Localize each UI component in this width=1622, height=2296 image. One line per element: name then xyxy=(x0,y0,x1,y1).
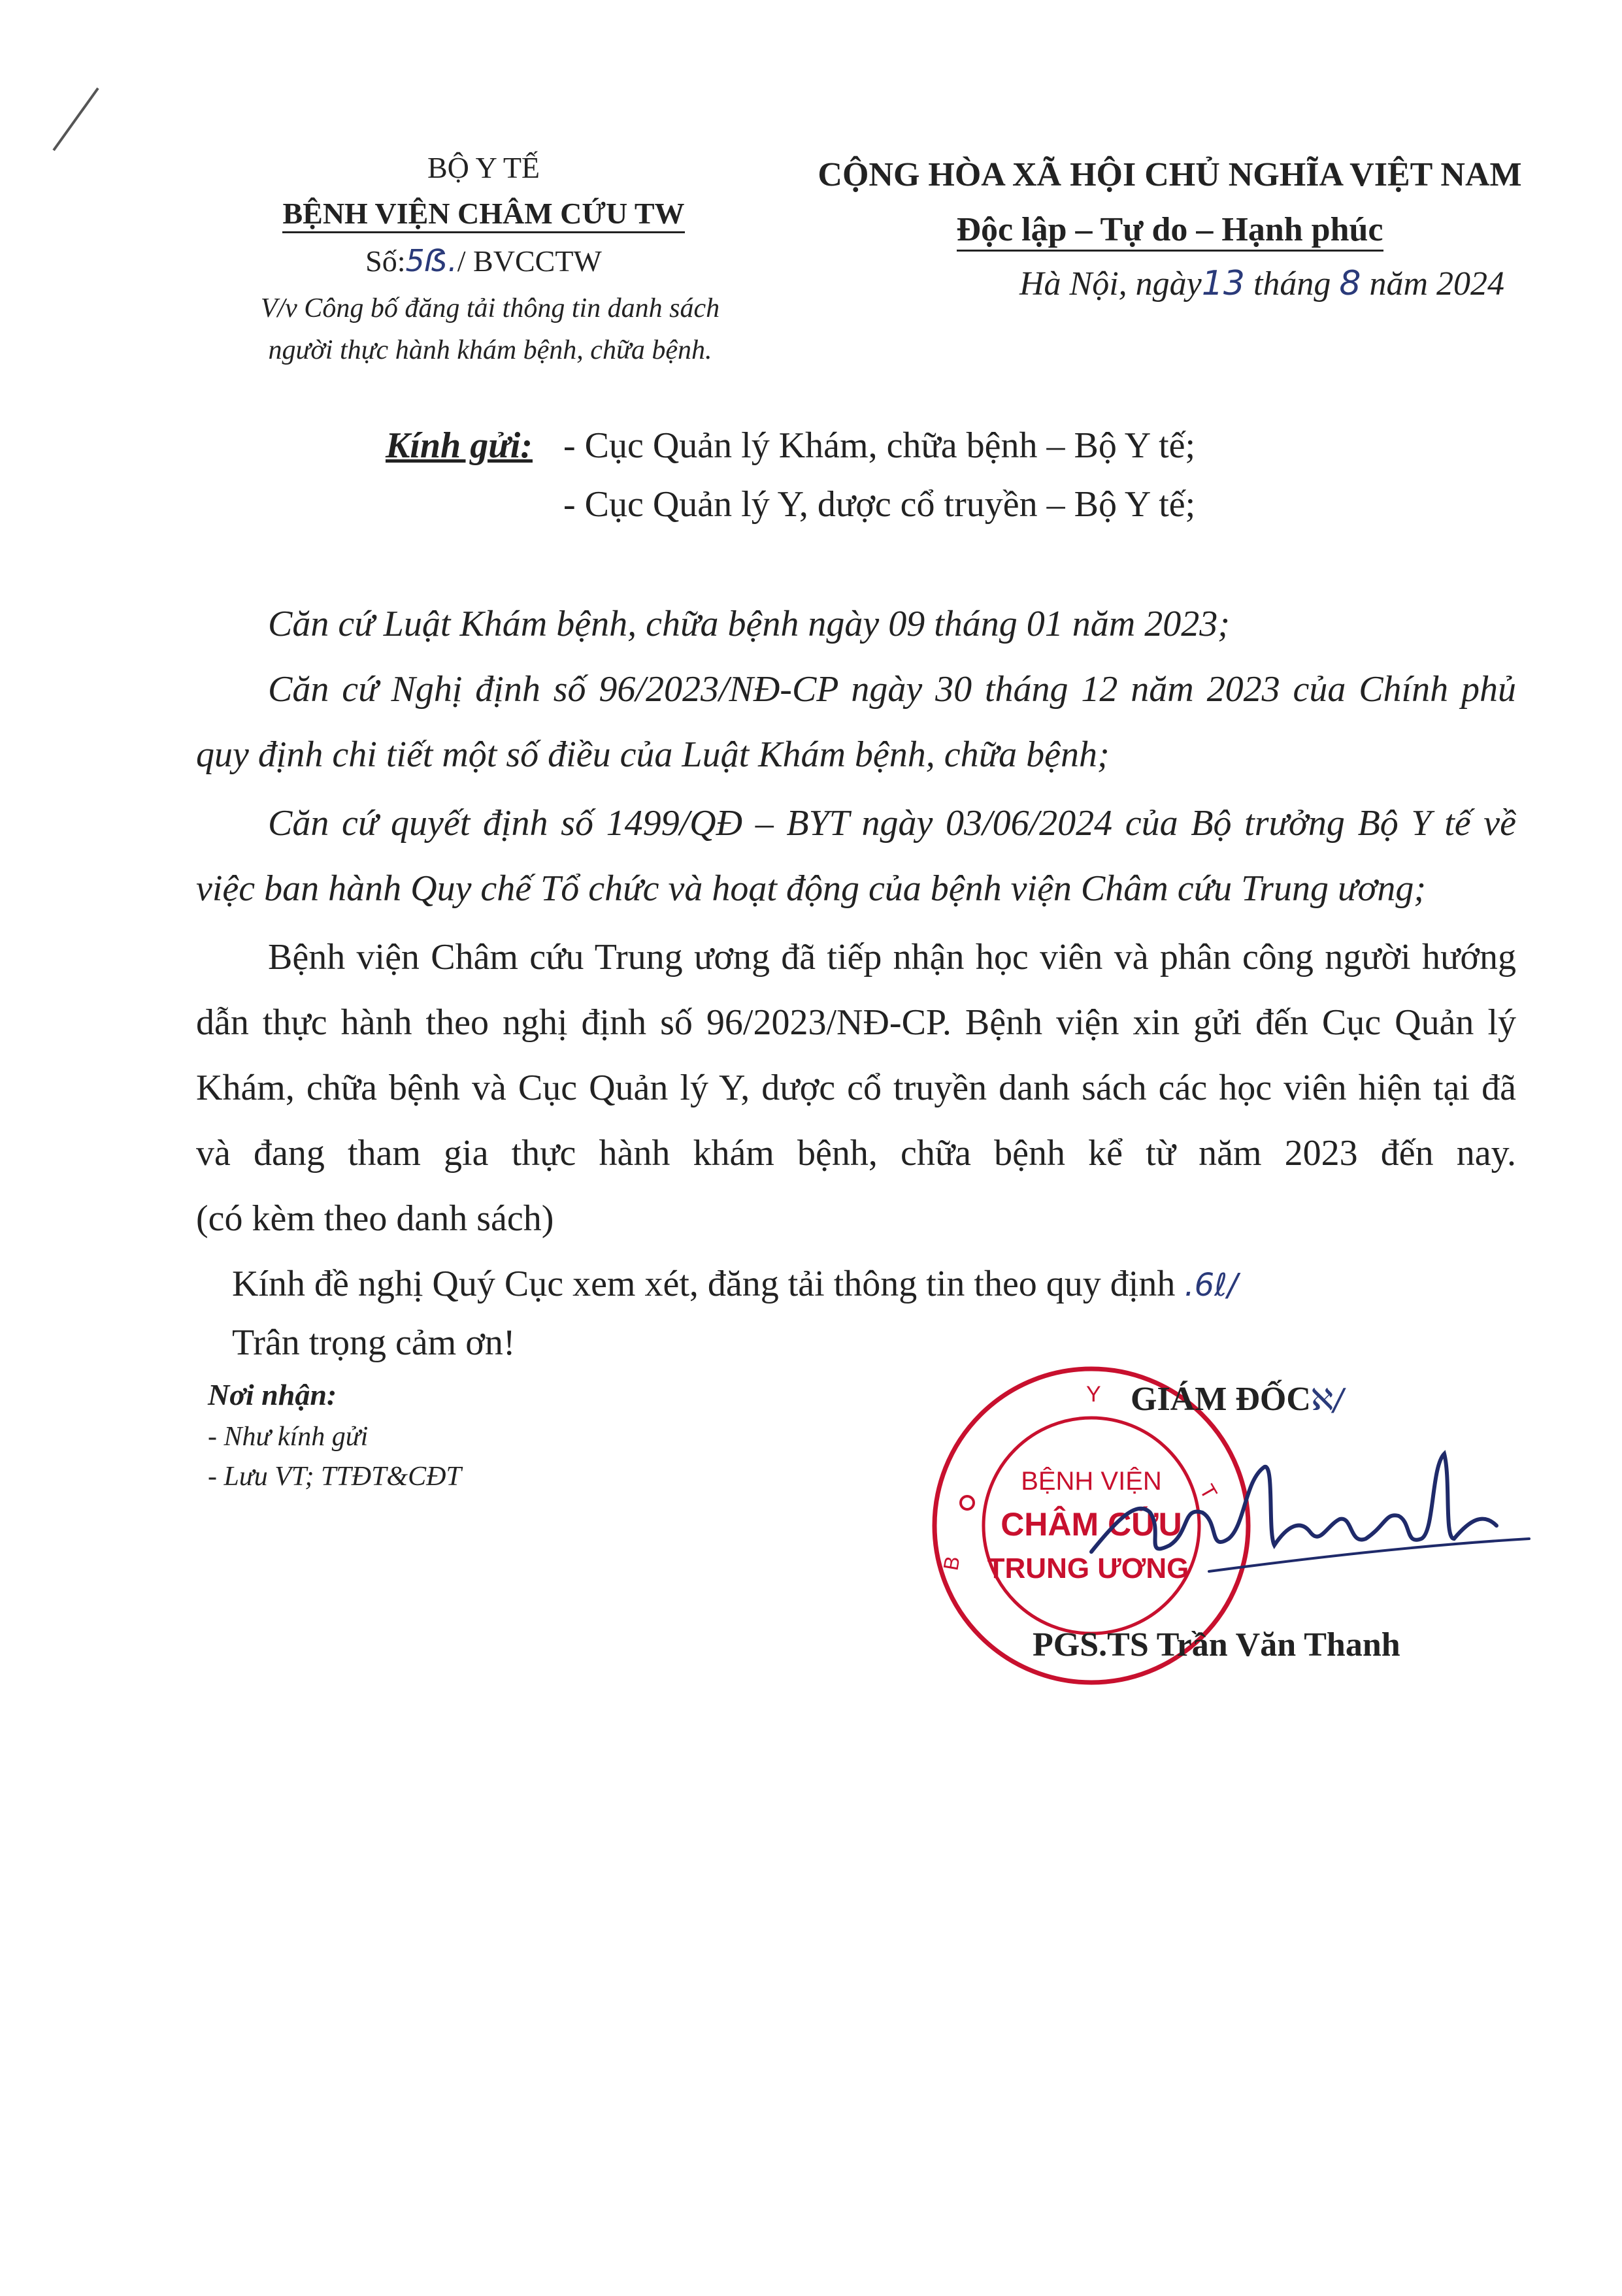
body-p2-line1: Căn cứ Nghị định số 96/2023/NĐ-CP ngày 30 tháng 12 năm 2023 của Chính phủ xyxy=(268,669,1516,710)
body-p4-line3: Khám, chữa bệnh và Cục Quản lý Y, dược cổ truyền danh sách các học viên hiện tại đã xyxy=(196,1068,1516,1108)
number-prefix: Số: xyxy=(365,244,406,278)
stamp-ring-top: Y xyxy=(1086,1382,1101,1407)
signature-title-text: GIÁM ĐỐC xyxy=(1131,1381,1311,1418)
document-date xyxy=(1019,264,1555,303)
body-p3-line1: Căn cứ quyết định số 1499/QĐ – BYT ngày 03/06/2024 của Bộ trưởng Bộ Y tế về xyxy=(268,803,1516,844)
date-month: 8 xyxy=(1339,264,1361,303)
body-p6: Trân trọng cảm ơn! xyxy=(232,1322,516,1363)
handwritten-signature xyxy=(1078,1441,1536,1591)
date-suffix: năm 2024 xyxy=(1369,265,1505,303)
hospital-name-text: BỆNH VIỆN CHÂM CỨU TW xyxy=(282,197,684,233)
body-p1: Căn cứ Luật Khám bệnh, chữa bệnh ngày 09 tháng 01 năm 2023; xyxy=(268,604,1230,644)
body-p4-line5: (có kèm theo danh sách) xyxy=(196,1198,554,1239)
stamp-ring-left: B xyxy=(938,1554,965,1573)
body-p5-text: Kính đề nghị Quý Cục xem xét, đăng tải thông tin theo quy định xyxy=(232,1264,1176,1304)
footer-recipient-line-1: - Như kính gửi xyxy=(208,1422,369,1452)
number-suffix: / BVCCTW xyxy=(457,244,602,278)
body-p3-line2: việc ban hành Quy chế Tổ chức và hoạt động của bệnh viện Châm cứu Trung ương; xyxy=(196,868,1427,909)
date-day: 13 xyxy=(1201,264,1245,303)
stamp-line-3: TRUNG ƯƠNG xyxy=(987,1552,1189,1584)
body-p4-line1: Bệnh viện Châm cứu Trung ương đã tiếp nhận học viên và phân công người hướng xyxy=(268,937,1516,977)
recipients-label: Kính gửi: xyxy=(386,425,533,466)
document-number xyxy=(248,243,719,278)
hospital-name xyxy=(196,196,771,231)
stamp-line-2: CHÂM CỨU xyxy=(1001,1506,1182,1543)
body-p2-line2: quy định chi tiết một số điều của Luật Khám bệnh, chữa bệnh; xyxy=(196,734,1110,775)
signer-name: PGS.TS Trần Văn Thanh xyxy=(1033,1626,1400,1664)
national-motto-text: Độc lập – Tự do – Hạnh phúc xyxy=(957,211,1383,252)
subject-line-2: người thực hành khám bệnh, chữa bệnh. xyxy=(268,335,712,365)
stamp-line-1: BỆNH VIỆN xyxy=(1021,1467,1162,1496)
pen-mark xyxy=(46,85,111,157)
stamp-ring-right: T xyxy=(1195,1480,1222,1503)
subject-line-1: V/v Công bố đăng tải thông tin danh sách xyxy=(260,293,720,323)
footer-recipients-label: Nơi nhận: xyxy=(208,1378,337,1411)
date-mid: tháng xyxy=(1253,265,1331,303)
initials-handwritten-1: .6ℓ/ xyxy=(1184,1267,1238,1304)
body-p5 xyxy=(232,1251,1408,1318)
ministry-name: BỘ Y TẾ xyxy=(427,151,540,184)
date-prefix: Hà Nội, ngày xyxy=(1019,265,1202,303)
footer-recipient-line-2: - Lưu VT; TTĐT&CĐT xyxy=(208,1462,461,1492)
body-p4-line2: dẫn thực hành theo nghị định số 96/2023/NĐ-CP. Bệnh viện xin gửi đến Cục Quản lý xyxy=(196,1002,1516,1043)
recipient-line-1: - Cục Quản lý Khám, chữa bệnh – Bộ Y tế; xyxy=(563,425,1196,466)
signature-title xyxy=(1131,1380,1344,1419)
number-handwritten: 5ẞ. xyxy=(405,243,457,278)
national-motto xyxy=(771,210,1568,249)
body-p4-line4: và đang tham gia thực hành khám bệnh, chữa bệnh kể từ năm 2023 đến nay. xyxy=(196,1133,1516,1173)
country-name: CỘNG HÒA XÃ HỘI CHỦ NGHĨA VIỆT NAM xyxy=(818,156,1522,193)
initials-handwritten-2: ℵ/ xyxy=(1310,1382,1344,1417)
recipient-line-2: - Cục Quản lý Y, dược cổ truyền – Bộ Y tế; xyxy=(563,484,1196,525)
